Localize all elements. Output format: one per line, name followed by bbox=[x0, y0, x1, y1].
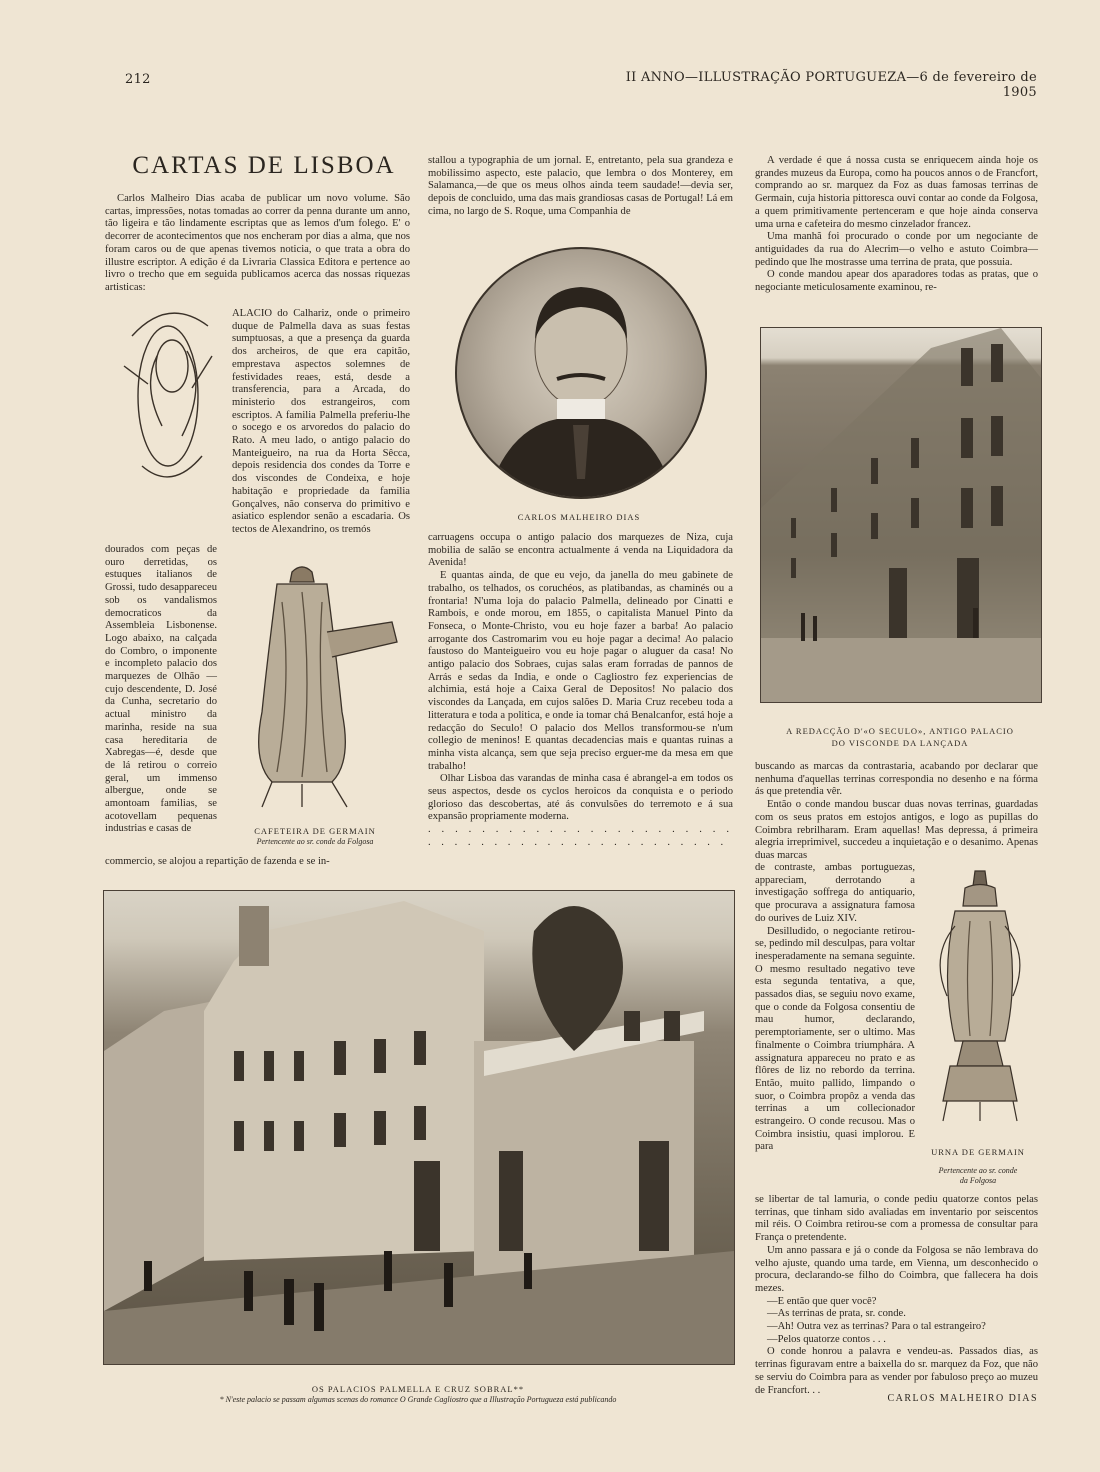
col3-paragraph-b: Uma manhã foi procurado o conde por um negociante de antiguidades da rua do Alecrim—o velho e astuto Coimbra—pedindo que lhe mostrasse uma terrina de prata, que possuia. bbox=[755, 231, 1038, 268]
col3-dialogue-2: —As terrinas de prata, sr. conde. bbox=[767, 1308, 906, 1320]
col3-paragraph-k: O conde honrou a palavra e vendeu-as. Passados dias, as terrinas figuravam entre a baixella do sr. marquez da Foz, que não se serviu do Coimbra para as vender por fabuloso preço ao muzeu de Francfort. . . bbox=[755, 1346, 1038, 1396]
palacios-drawing bbox=[104, 891, 734, 1364]
col2-paragraph-b3: Olhar Lisboa das varandas de minha casa é abrangel-a em todos os seus aspectos, desde os cyclos heroicos da conquista e o periodo glorioso das descobertas, até ás convulsões do terremoto e á sua expansão propriamente moderna. bbox=[428, 773, 733, 823]
ornament-illustration bbox=[112, 296, 224, 496]
col3-dialogue-1: —E então que quer você? bbox=[767, 1295, 877, 1307]
col3-paragraph-h: se libertar de tal lamuria, o conde pediu quatorze contos pelas terrinas, que tinham sido avaliadas em inventario por seiscentos mil réis. O Coimbra retirou-se com a promessa de consultar para França o pretendente. bbox=[755, 1194, 1038, 1244]
cafeteira-caption: CAFETEIRA DE GERMAIN bbox=[254, 826, 376, 836]
col3-paragraph-g: Desilludido, o negociante retirou-se, pedindo mil desculpas, para voltar inesperadamente na semana seguinte. O mesmo resultado negativo teve esta segunda tentativa, a que, passados dias, se seguiu novo exame, que o conde da Folgosa consentiu de mau humor, declarando, peremptoriamente, ser o ultimo. Mas finalmente o Coimbra triumphára. A assignatura appareceu no prato e as flôres de liz no rebordo da terrina. Então, muito pallido, limpando o suor, o Coimbra propôz a venda das terrinas a um collecionador estrangeiro. O conde recusou. Mas o Coimbra insistiu, quasi implorou. E para bbox=[755, 925, 915, 1153]
col3-dialogue-4: —Pelos quatorze contos . . . bbox=[767, 1333, 886, 1345]
col3-paragraph-c: O conde mandou apear dos aparadores todas as pratas, que o negociante meticulosamente examinou, re- bbox=[755, 269, 1038, 294]
palacios-photo bbox=[103, 890, 735, 1365]
palacios-caption: OS PALACIOS PALMELLA E CRUZ SOBRAL** bbox=[311, 1384, 525, 1394]
seculo-caption-line1: A REDACÇÃO D'«O SECULO», ANTIGO PALACIO bbox=[786, 726, 1014, 736]
col3-dialogue-3: —Ah! Outra vez as terrinas? Para o tal estrangeiro? bbox=[767, 1321, 986, 1333]
col3-top-text bbox=[755, 155, 1038, 295]
seculo-building-drawing bbox=[761, 328, 1041, 702]
col2-paragraph-a: stallou a typographia de um jornal. E, entretanto, pela sua grandeza e mobilissimo aspecto, este palacio, que lembra o dos Monterey, em Salamanca,—de que os meus olhos ainda teem saudade!—devia ser, depois de concluido, uma das mais grandiosas casas de Portugal! Lá em cima, no largo de S. Roque, uma Companhia de bbox=[428, 155, 733, 217]
col2-top-text bbox=[428, 155, 733, 219]
col3-narrow-text bbox=[755, 862, 915, 1154]
col3-middle-text bbox=[755, 761, 1038, 863]
col2-paragraph-b2: E quantas ainda, de que eu vejo, da janella do meu gabinete de trabalho, os telhados, os coruchéos, as platibandas, as chaminés ou a frontaria! N'uma loja do palacio Palmella, delineado por Cinatti e Rambois, e onde morou, em 1855, o capitalista Manuel Pinto da Fonseca, o Monte-Christo, vou eu hoje fazer a barba! Ao palacio arrogante dos Castromarim vou eu hoje pagar a decima! Ao palacio faustoso do Manteigueiro vou eu hoje pagar o aluguer da casa! No antigo palacio dos Sobraes, cujas salas eram forradas de pannos de Arrás e sedas da India, e onde o Cagliostro fez experiencias de alchimia, está hoje a Caixa Geral de Depositos! No palacio dos viscondes da Lançada, em cujos salões D. Maria Cruz recebeu toda a litteratura e toda a politica, e onde ia tomar chá Benalcanfor, está hoje a redacção do Seculo! O palacio dos Mellos transformou-se n'um collegio de meninos! E quantas decadencias mais e quantas ruinas a minha vista alcança, sem que seja preciso erguer-me da mesa em que trabalho! bbox=[428, 570, 733, 772]
col3-paragraph-d: buscando as marcas da contrastaria, acabando por declarar que nenhuma d'aquellas terrinas correspondia no desenho e na fórma ás que pretendia vêr. bbox=[755, 761, 1038, 798]
seculo-building-photo bbox=[760, 327, 1042, 703]
col2-ellipsis: . . . . . . . . . . . . . . . . . . . . . . . . . . . . . . . . . . . . . . . . . . . . . . bbox=[428, 824, 733, 848]
intro-text: Carlos Malheiro Dias acaba de publicar um novo volume. São cartas, impressões, notas tomadas ao correr da penna durante um anno, tão ligeira e tão lindamente escriptas que as lemos d'um folego. E' o decorrer de acontecimentos que nos encheram por dias a alma, que nos foram caros ou de que apenas tivemos noticia, o que trata a obra do illustre escriptor. A edição é da Livraria Classica Editora e pertence ao livro o trecho que em seguida publicamos acerca das nossas riquezas artisticas: bbox=[105, 193, 410, 293]
col1-paragraph-a: ALACIO do Calhariz, onde o primeiro duque de Palmella dava as suas festas sumptuosas, a que a presença da guarda dos archeiros, de que era capitão, emprestava aspectos solemnes de festividades reaes, está, desde a transferencia, para a Arcada, do ministerio dos estrangeiros, com escriptos. A familia Palmella preferiu-lhe o socego e os arvoredos do palacio do Rato. A meu lado, o antigo palacio do Manteigueiro, na rua da Horta Sêcca, depois residencia dos condes da Torre e dos viscondes de Condeixa, e hoje habitação e propriedade da familia Gonçalves, não conserva do primitivo e asiatico esplendor senão a escadaria. Os tectos de Alexandrino, os tremós bbox=[232, 308, 410, 535]
author-signature: CARLOS MALHEIRO DIAS bbox=[887, 1393, 1038, 1404]
intro-paragraph bbox=[105, 193, 410, 295]
cafeteira-subcaption: Pertencente ao sr. conde da Folgosa bbox=[256, 837, 374, 846]
col1-wrapped-text bbox=[232, 308, 410, 537]
col2-bottom-text bbox=[428, 532, 733, 850]
col3-paragraph-i: Um anno passara e já o conde da Folgosa se não lembrava do velho ajuste, quando uma tarde, em Vienna, um desconhecido o procura, declarando-se filho do Coimbra, que fallecera ha dois mezes. bbox=[755, 1244, 1038, 1294]
page-number: 212 bbox=[125, 72, 151, 87]
seculo-caption-line2: DO VISCONDE DA LANÇADA bbox=[831, 738, 969, 748]
col1-paragraph-b: dourados com peças de ouro derretidas, os estuques italianos de Grossi, tudo desappareceu sob os vandalismos democraticos da Assembleia Lisbonense. Logo abaixo, na calçada do Combro, o imponente e incompleto palacio dos marquezes de Olhão —cujo descendente, D. José da Cunha, secretario do actual ministro da marinha, reside na sua casa hereditaria de Xabregas—é, desde que de lá retirou o correio geral, um immenso albergue, onde se amontoam familias, se acotovellam pequenas industrias e casas de bbox=[105, 544, 217, 835]
urna-subcaption-2: da Folgosa bbox=[959, 1176, 997, 1185]
urna-caption: URNA DE GERMAIN bbox=[931, 1147, 1025, 1157]
palacios-footnote: * N'este palacio se passam algumas scenas do romance O Grande Cagliostro que a Illustração Portugueza está publicando bbox=[219, 1395, 617, 1404]
urna-illustration bbox=[925, 866, 1035, 1126]
cafeteira-illustration bbox=[222, 562, 407, 812]
portrait-caption: CARLOS MALHEIRO DIAS bbox=[517, 512, 641, 522]
col1-bottom-text bbox=[105, 856, 410, 869]
urna-subcaption-1: Pertencente ao sr. conde bbox=[938, 1166, 1018, 1175]
col3-paragraph-e: Então o conde mandou buscar duas novas terrinas, guardadas com os seus pratos em estojos antigos, e logo as pupillas do Coimbra rebrilharam. Eram aquellas! Mas depressa, á primeira alegria irreprimivel, succedeu a inquietação e o desanimo. Apenas duas marcas bbox=[755, 799, 1038, 861]
col3-bottom-text bbox=[755, 1194, 1038, 1397]
article-title: CARTAS DE LISBOA bbox=[132, 152, 396, 179]
running-header: II ANNO—ILLUSTRAÇÃO PORTUGUEZA—6 de fevereiro de 1905 bbox=[625, 70, 1037, 100]
portrait-figure bbox=[457, 249, 705, 497]
col1-paragraph-c: commercio, se alojou a repartição de fazenda e se in- bbox=[105, 856, 330, 867]
col3-paragraph-a: A verdade é que á nossa custa se enriquecem ainda hoje os grandes muzeus da Europa, como ha poucos annos o de Francfort, comprando ao sr. marquez da Foz as duas famosas terrinas de Germain, cuja historia pittoresca ouvi contar ao conde da Folgosa, a quem primitivamente pertenceram e que hoje ainda conserva uma urna e cafeteira do mesmo cinzelador francez. bbox=[755, 155, 1038, 230]
portrait-photo bbox=[455, 247, 707, 499]
col3-paragraph-f: de contraste, ambas portuguezas, appareciam, derrotando a investigação soffrega do antiquario, que procurava a assignatura famosa do ourives de Luiz XIV. bbox=[755, 862, 915, 924]
col1-narrow-text bbox=[105, 544, 217, 836]
col2-paragraph-b1: carruagens occupa o antigo palacio dos marquezes de Niza, cuja mobilia de salão se encontra actualmente á venda na Liquidadora da Avenida! bbox=[428, 532, 733, 569]
